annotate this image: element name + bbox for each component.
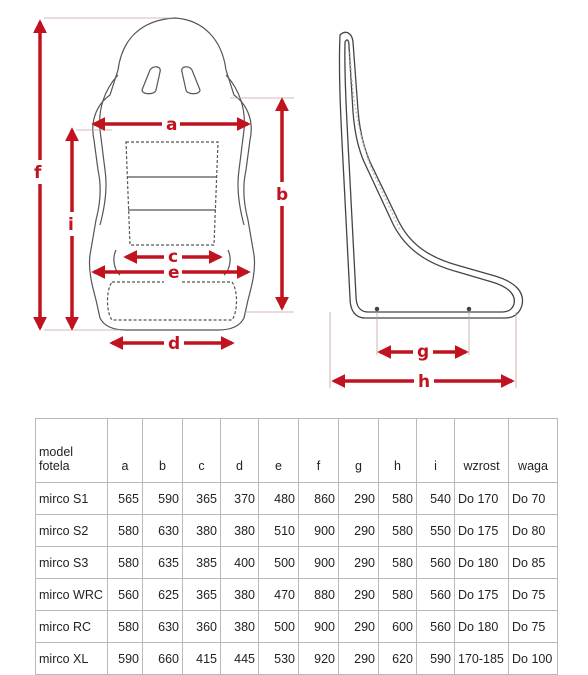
table-cell: 560: [108, 579, 143, 611]
header-cell: h: [379, 419, 417, 483]
model-name-cell: mirco S2: [36, 515, 108, 547]
table-row: [36, 579, 558, 611]
front-right-bolster: [226, 75, 244, 225]
seat-side-view: [339, 32, 522, 318]
label-d: d: [168, 334, 181, 354]
table-cell: Do 100: [509, 643, 558, 675]
table-cell: 290: [339, 579, 379, 611]
header-cell: wzrost: [455, 419, 509, 483]
table-cell: 580: [379, 515, 417, 547]
table-cell: Do 70: [509, 483, 558, 515]
table-cell: Do 180: [455, 547, 509, 579]
seat-front-outline: [89, 18, 254, 330]
header-cell: c: [183, 419, 221, 483]
seat-side-outline-outer: [339, 32, 522, 318]
model-name-cell: mirco XL: [36, 643, 108, 675]
label-a: a: [166, 115, 178, 135]
table-row: [36, 611, 558, 643]
header-cell: d: [221, 419, 259, 483]
table-cell: 580: [379, 547, 417, 579]
table-cell: 530: [259, 643, 299, 675]
table-cell: 365: [183, 579, 221, 611]
table-cell: 415: [183, 643, 221, 675]
table-cell: 590: [417, 643, 455, 675]
mount-point-front: [375, 307, 378, 310]
header-cell: g: [339, 419, 379, 483]
dimension-labels: [34, 115, 430, 392]
seat-side-outline-inner: [345, 40, 514, 312]
table-cell: 900: [299, 547, 339, 579]
header-cell: f: [299, 419, 339, 483]
seat-spec-table: [35, 418, 558, 675]
table-cell: 580: [379, 483, 417, 515]
label-c: c: [168, 247, 179, 267]
table-cell: 445: [221, 643, 259, 675]
table-cell: 290: [339, 547, 379, 579]
front-left-bolster: [100, 75, 118, 225]
table-cell: 290: [339, 643, 379, 675]
model-name-cell: mirco WRC: [36, 579, 108, 611]
table-row: [36, 547, 558, 579]
table-cell: 630: [143, 611, 183, 643]
table-cell: 580: [379, 579, 417, 611]
table-cell: 880: [299, 579, 339, 611]
table-cell: 625: [143, 579, 183, 611]
model-name-cell: mirco S3: [36, 547, 108, 579]
table-cell: 540: [417, 483, 455, 515]
label-e: e: [168, 263, 180, 283]
table-cell: 590: [108, 643, 143, 675]
table-cell: Do 170: [455, 483, 509, 515]
table-row: [36, 515, 558, 547]
table-cell: 290: [339, 611, 379, 643]
table-cell: 480: [259, 483, 299, 515]
table-cell: 385: [183, 547, 221, 579]
table-cell: 920: [299, 643, 339, 675]
table-cell: 360: [183, 611, 221, 643]
spec-table-body: [36, 419, 558, 675]
model-name-cell: mirco RC: [36, 611, 108, 643]
table-cell: Do 75: [509, 579, 558, 611]
table-header-row: [36, 419, 558, 483]
table-cell: 510: [259, 515, 299, 547]
table-cell: 370: [221, 483, 259, 515]
model-name-cell: mirco S1: [36, 483, 108, 515]
mount-point-rear: [467, 307, 470, 310]
header-cell: model fotela: [36, 419, 108, 483]
table-cell: 660: [143, 643, 183, 675]
table-cell: Do 75: [509, 611, 558, 643]
header-cell: b: [143, 419, 183, 483]
table-cell: Do 175: [455, 515, 509, 547]
table-row: [36, 643, 558, 675]
label-i: i: [68, 215, 74, 235]
table-cell: 620: [379, 643, 417, 675]
table-cell: 170-185: [455, 643, 509, 675]
table-cell: Do 175: [455, 579, 509, 611]
harness-slot-left: [142, 67, 160, 94]
label-h: h: [418, 372, 431, 392]
table-cell: 560: [417, 547, 455, 579]
table-cell: Do 180: [455, 611, 509, 643]
table-cell: 400: [221, 547, 259, 579]
table-cell: 380: [221, 515, 259, 547]
seat-front-view: [89, 18, 254, 330]
table-cell: 290: [339, 483, 379, 515]
harness-slot-right: [182, 67, 200, 94]
header-cell: e: [259, 419, 299, 483]
table-row: [36, 483, 558, 515]
table-cell: 630: [143, 515, 183, 547]
header-cell: waga: [509, 419, 558, 483]
table-cell: 600: [379, 611, 417, 643]
table-cell: 500: [259, 547, 299, 579]
table-cell: 900: [299, 611, 339, 643]
table-cell: 560: [417, 579, 455, 611]
table-cell: 365: [183, 483, 221, 515]
table-cell: 560: [417, 611, 455, 643]
table-cell: 290: [339, 515, 379, 547]
table-cell: 470: [259, 579, 299, 611]
table-cell: 380: [183, 515, 221, 547]
label-f: f: [34, 163, 42, 183]
table-cell: 565: [108, 483, 143, 515]
table-cell: 580: [108, 515, 143, 547]
center-backrest-panel: [126, 142, 218, 245]
table-cell: Do 85: [509, 547, 558, 579]
label-g: g: [417, 342, 430, 362]
label-b: b: [276, 185, 289, 205]
table-cell: 900: [299, 515, 339, 547]
table-cell: 550: [417, 515, 455, 547]
table-cell: 580: [108, 547, 143, 579]
table-cell: 860: [299, 483, 339, 515]
table-cell: 590: [143, 483, 183, 515]
table-cell: 380: [221, 579, 259, 611]
seat-cushion: [108, 282, 237, 320]
table-cell: 380: [221, 611, 259, 643]
table-cell: 580: [108, 611, 143, 643]
table-cell: 635: [143, 547, 183, 579]
header-cell: a: [108, 419, 143, 483]
header-cell: i: [417, 419, 455, 483]
table-cell: 500: [259, 611, 299, 643]
table-cell: Do 80: [509, 515, 558, 547]
